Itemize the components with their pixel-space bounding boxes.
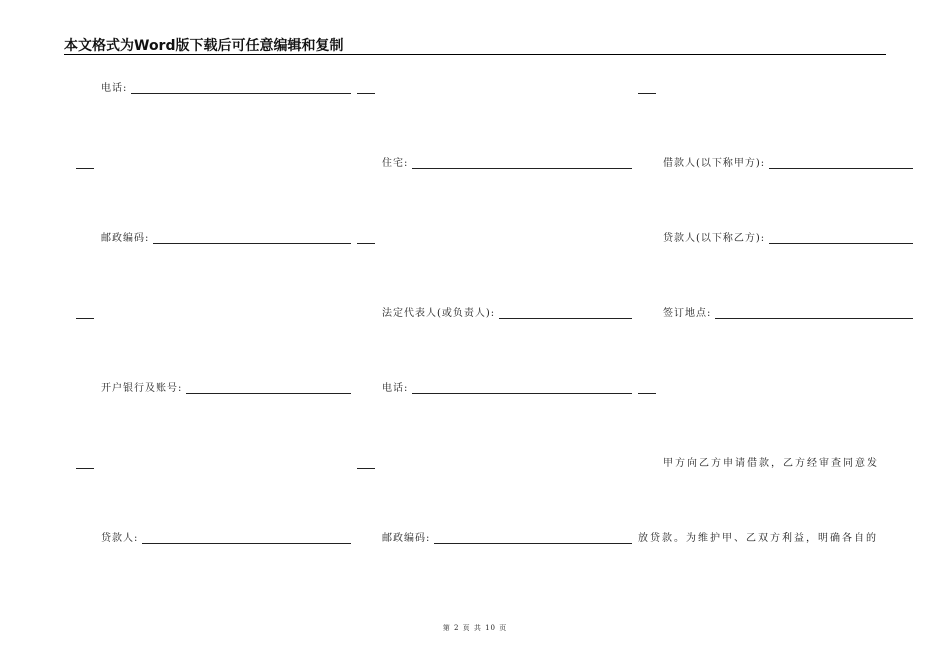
stub-row bbox=[357, 453, 607, 469]
column-3 bbox=[638, 0, 888, 672]
postal-code-field-row bbox=[357, 528, 632, 544]
stub-line bbox=[357, 467, 375, 469]
stub-line bbox=[76, 167, 94, 169]
stub-line bbox=[76, 317, 94, 319]
page-footer bbox=[0, 623, 950, 633]
stub-line bbox=[357, 242, 375, 244]
stub-line bbox=[638, 392, 656, 394]
field-label: 开户银行及账号: bbox=[101, 383, 183, 394]
lender-party-field-row bbox=[638, 228, 913, 244]
stub-line bbox=[357, 92, 375, 94]
borrower-field-row bbox=[638, 153, 913, 169]
paragraph-line bbox=[638, 453, 913, 469]
stub-row bbox=[638, 78, 888, 94]
stub-row bbox=[638, 378, 888, 394]
blank-line bbox=[186, 392, 351, 394]
field-label: 住宅: bbox=[382, 158, 409, 169]
blank-line bbox=[715, 317, 913, 319]
residence-field-row bbox=[357, 153, 632, 169]
stub-row bbox=[357, 228, 607, 244]
field-label: 借款人(以下称甲方): bbox=[663, 158, 766, 169]
header-title: 本文格式为Word版下载后可任意编辑和复制 bbox=[64, 38, 344, 54]
stub-line bbox=[76, 467, 94, 469]
blank-line bbox=[412, 167, 632, 169]
field-label: 电话: bbox=[382, 383, 409, 394]
blank-line bbox=[769, 167, 913, 169]
stub-row bbox=[357, 78, 607, 94]
blank-line bbox=[153, 242, 351, 244]
field-label: 电话: bbox=[101, 83, 128, 94]
blank-line bbox=[434, 542, 632, 544]
column-2 bbox=[357, 0, 607, 672]
stub-line bbox=[638, 92, 656, 94]
paragraph-text: 甲方向乙方申请借款，乙方经审查同意发 bbox=[663, 458, 879, 469]
paragraph-text: 放贷款。为维护甲、乙双方利益，明确各自的 bbox=[638, 533, 878, 544]
stub-row bbox=[76, 453, 326, 469]
blank-line bbox=[769, 242, 913, 244]
stub-row bbox=[76, 303, 326, 319]
field-label: 邮政编码: bbox=[382, 533, 431, 544]
field-label: 签订地点: bbox=[663, 308, 712, 319]
signing-place-field-row bbox=[638, 303, 913, 319]
bank-account-field-row bbox=[76, 378, 351, 394]
blank-line bbox=[142, 542, 351, 544]
paragraph-line bbox=[638, 528, 888, 544]
legal-representative-field-row bbox=[357, 303, 632, 319]
phone-field-row bbox=[76, 78, 351, 94]
stub-row bbox=[76, 153, 326, 169]
column-1 bbox=[76, 0, 326, 672]
blank-line bbox=[131, 92, 351, 94]
field-label: 法定代表人(或负责人): bbox=[382, 308, 496, 319]
postal-code-field-row bbox=[76, 228, 351, 244]
phone-field-row bbox=[357, 378, 632, 394]
field-label: 贷款人(以下称乙方): bbox=[663, 233, 766, 244]
blank-line bbox=[412, 392, 632, 394]
blank-line bbox=[499, 317, 632, 319]
page-number: 第 2 页 共 10 页 bbox=[442, 624, 508, 632]
field-label: 贷款人: bbox=[101, 533, 139, 544]
lender-field-row bbox=[76, 528, 351, 544]
field-label: 邮政编码: bbox=[101, 233, 150, 244]
